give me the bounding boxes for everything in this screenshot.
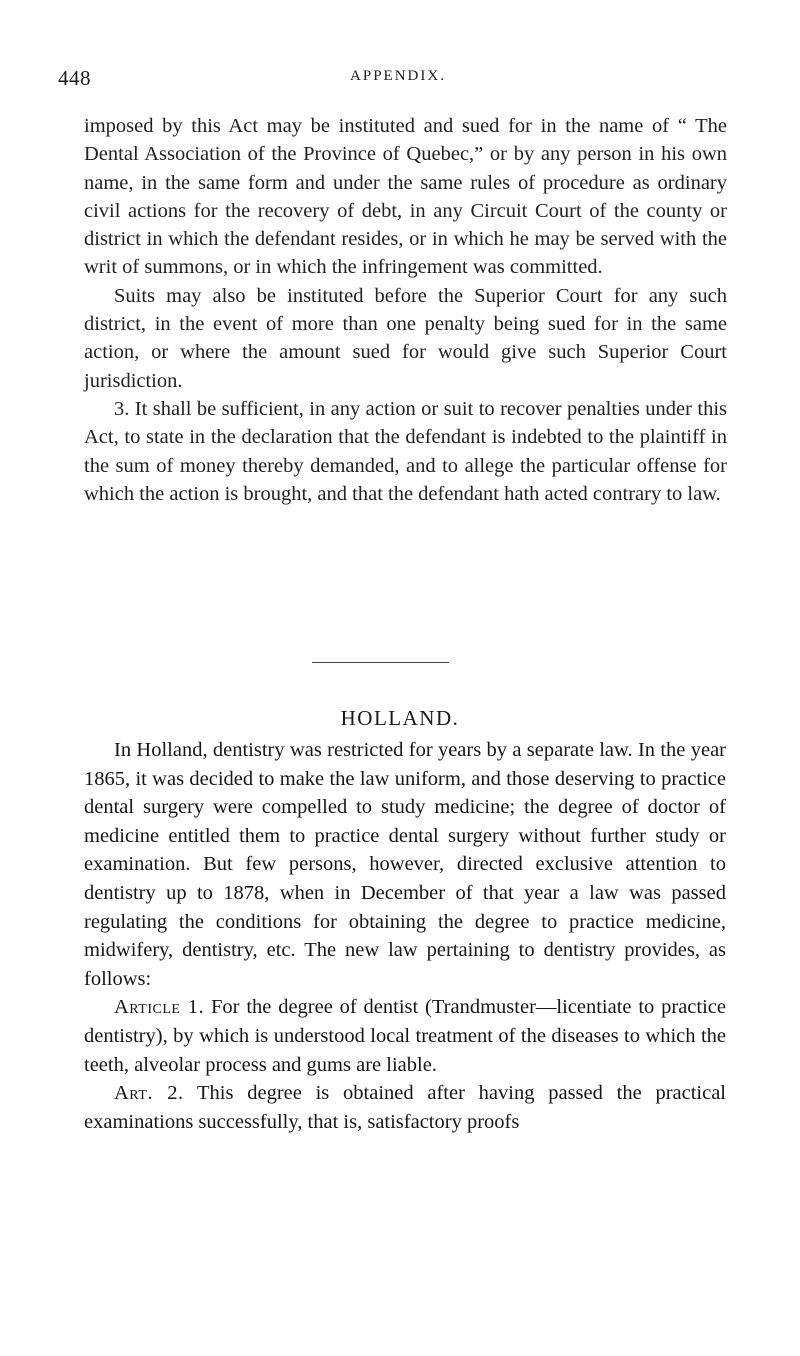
paragraph-superior-court: Suits may also be instituted before the Superior Court for any such district, in the event of more than one penalty being sued for in the same action, or where the amount sued for would give such Superior Court jurisdiction. (84, 284, 727, 392)
paragraph-holland-intro: In Holland, dentistry was restricted for years by a separate law. In the year 1865, it was decided to make the law uniform, and those deserving to practice dental surgery were compelled to study medicine; the degree of doctor of medicine entitled them to practice dental surgery without further study or examination. But few persons, however, directed exclusive attention to dentistry up to 1878, when in December of that year a law was passed regulating the conditions for obtaining the degree to practice medicine, midwifery, dentistry, etc. The new law pertaining to dentistry provides, as follows: (84, 739, 726, 990)
article-2-label: Art. 2. (114, 1082, 184, 1105)
article-1-label: Article 1. (114, 996, 205, 1019)
section-divider (312, 662, 449, 663)
article-1-text: For the degree of dentist (Trandmuster—licentiate to practice dentistry), by which is understood local treatment of the diseases to which the teeth, alveolar process and gums are liable. (84, 996, 726, 1076)
body-text-holland (84, 736, 726, 1136)
section-heading: HOLLAND. (340, 706, 460, 730)
body-text-upper (84, 112, 727, 508)
running-head: APPENDIX. (350, 68, 446, 84)
article-2-text: This degree is obtained after having passed the practical examinations successfully, that is, satisfactory proofs (84, 1082, 727, 1133)
paragraph-continuation: imposed by this Act may be instituted and sued for in the name of “ The Dental Association of the Province of Quebec,” or by any person in his own name, in the same form and under the same rules of procedure as ordinary civil actions for the recovery of debt, in any Circuit Court of the county or district in which the defendant resides, or in which he may be served with the writ of summons, or in which the infringement was committed. (84, 115, 727, 279)
paragraph-article-1 (84, 993, 726, 1079)
page-number: 448 (58, 66, 91, 90)
page-header (58, 66, 738, 90)
paragraph-article-2 (84, 1079, 726, 1136)
paragraph-section-3: 3. It shall be sufficient, in any action or suit to recover penalties under this Act, to state in the declaration that the defendant is indebted to the plaintiff in the sum of money thereby demanded, and to allege the particular offense for which the action is brought, and that the defendant hath acted contrary to law. (84, 397, 727, 505)
